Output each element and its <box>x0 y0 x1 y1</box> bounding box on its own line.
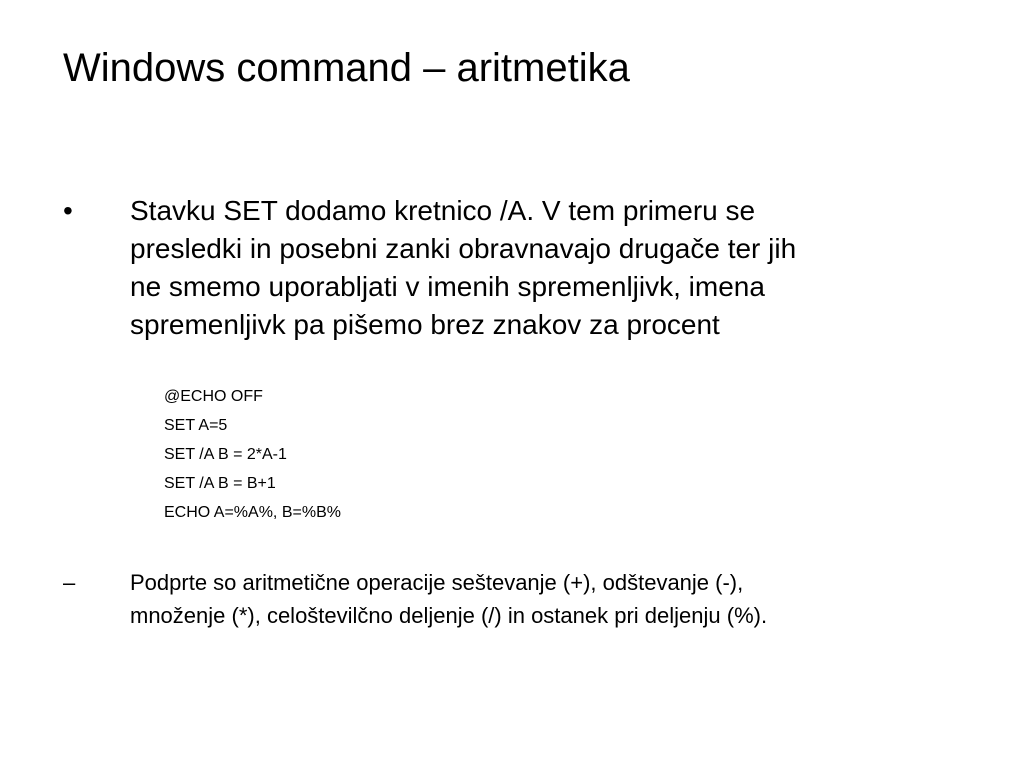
sub-bullet-line: Podprte so aritmetične operacije seštevanje (+), odštevanje (-), <box>130 570 744 595</box>
main-bullet-line: presledki in posebni zanki obravnavajo drugače ter jih <box>130 233 797 264</box>
code-line: ECHO A=%A%, B=%B% <box>164 504 341 521</box>
main-bullet-line: spremenljivk pa pišemo brez znakov za procent <box>130 309 720 340</box>
code-line: SET /A B = 2*A-1 <box>164 446 287 463</box>
main-bullet <box>0 192 1024 352</box>
code-line: SET /A B = B+1 <box>164 475 276 492</box>
main-bullet-line: Stavku SET dodamo kretnico /A. V tem primeru se <box>130 195 756 226</box>
bullet-marker: • <box>63 195 73 226</box>
main-bullet-line: ne smemo uporabljati v imenih spremenljivk, imena <box>130 271 765 302</box>
sub-bullet <box>0 566 1024 646</box>
code-example <box>164 382 564 527</box>
dash-marker: – <box>63 570 76 595</box>
main-bullet-text <box>130 192 970 344</box>
code-line: @ECHO OFF <box>164 388 263 405</box>
sub-bullet-text <box>130 566 970 632</box>
slide-title: Windows command – aritmetika <box>63 46 630 90</box>
code-line: SET A=5 <box>164 417 228 434</box>
sub-bullet-line: množenje (*), celoštevilčno deljenje (/) in ostanek pri deljenju (%). <box>130 603 768 628</box>
